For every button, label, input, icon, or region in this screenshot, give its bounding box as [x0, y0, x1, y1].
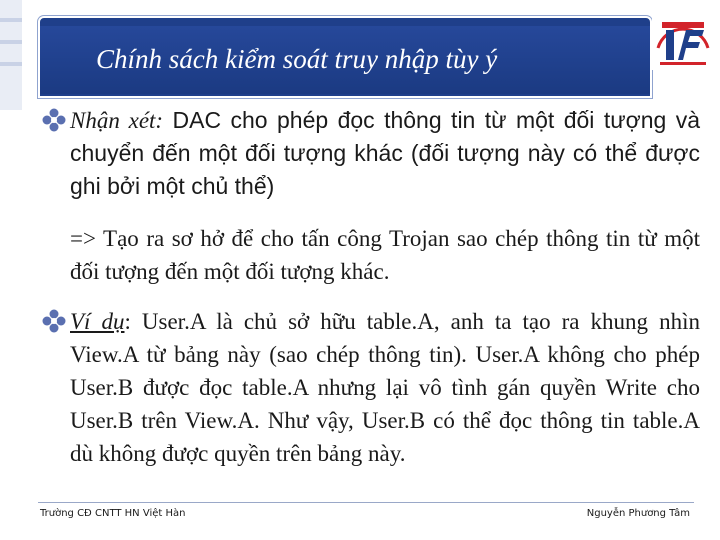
footer-school: Trường CĐ CNTT HN Việt Hàn — [40, 508, 186, 519]
left-decor-bar — [0, 0, 22, 110]
footer-divider — [38, 502, 694, 503]
slide-content — [38, 104, 700, 470]
decor-stripe — [0, 40, 22, 44]
slide-title: Chính sách kiểm soát truy nhập tùy ý — [96, 44, 498, 74]
diamond-bullet-icon — [42, 309, 66, 333]
note-text: DAC cho phép đọc thông tin từ một đối tượng và chuyển đến một đối tượng khác (đối tượng này có thể được ghi bởi một chủ thể) — [70, 107, 700, 199]
paragraph-consequence: => Tạo ra sơ hở để cho tấn công Trojan sao chép thông tin từ một đối tượng đến một đối tượng khác. — [70, 226, 700, 284]
note-label: Nhận xét: — [70, 108, 164, 133]
example-text: : User.A là chủ sở hữu table.A, anh ta tạo ra khung nhìn View.A từ bảng này (sao chép thông tin). User.A không cho phép User.B được đọc table.A nhưng lại vô tình gán quyền Write cho User.B trên View.A. Như vậy, User.B có thể đọc thông tin table.A dù không được quyền trên bảng này. — [70, 309, 700, 466]
decor-stripe — [0, 18, 22, 22]
decor-stripe — [0, 62, 22, 66]
title-banner — [38, 16, 652, 98]
diamond-bullet-icon — [42, 108, 66, 132]
paragraph-note — [38, 104, 700, 203]
footer-author: Nguyễn Phương Tâm — [586, 508, 690, 519]
example-label: Ví dụ — [70, 309, 125, 334]
university-logo-icon — [652, 8, 714, 70]
paragraph-example — [38, 305, 700, 470]
